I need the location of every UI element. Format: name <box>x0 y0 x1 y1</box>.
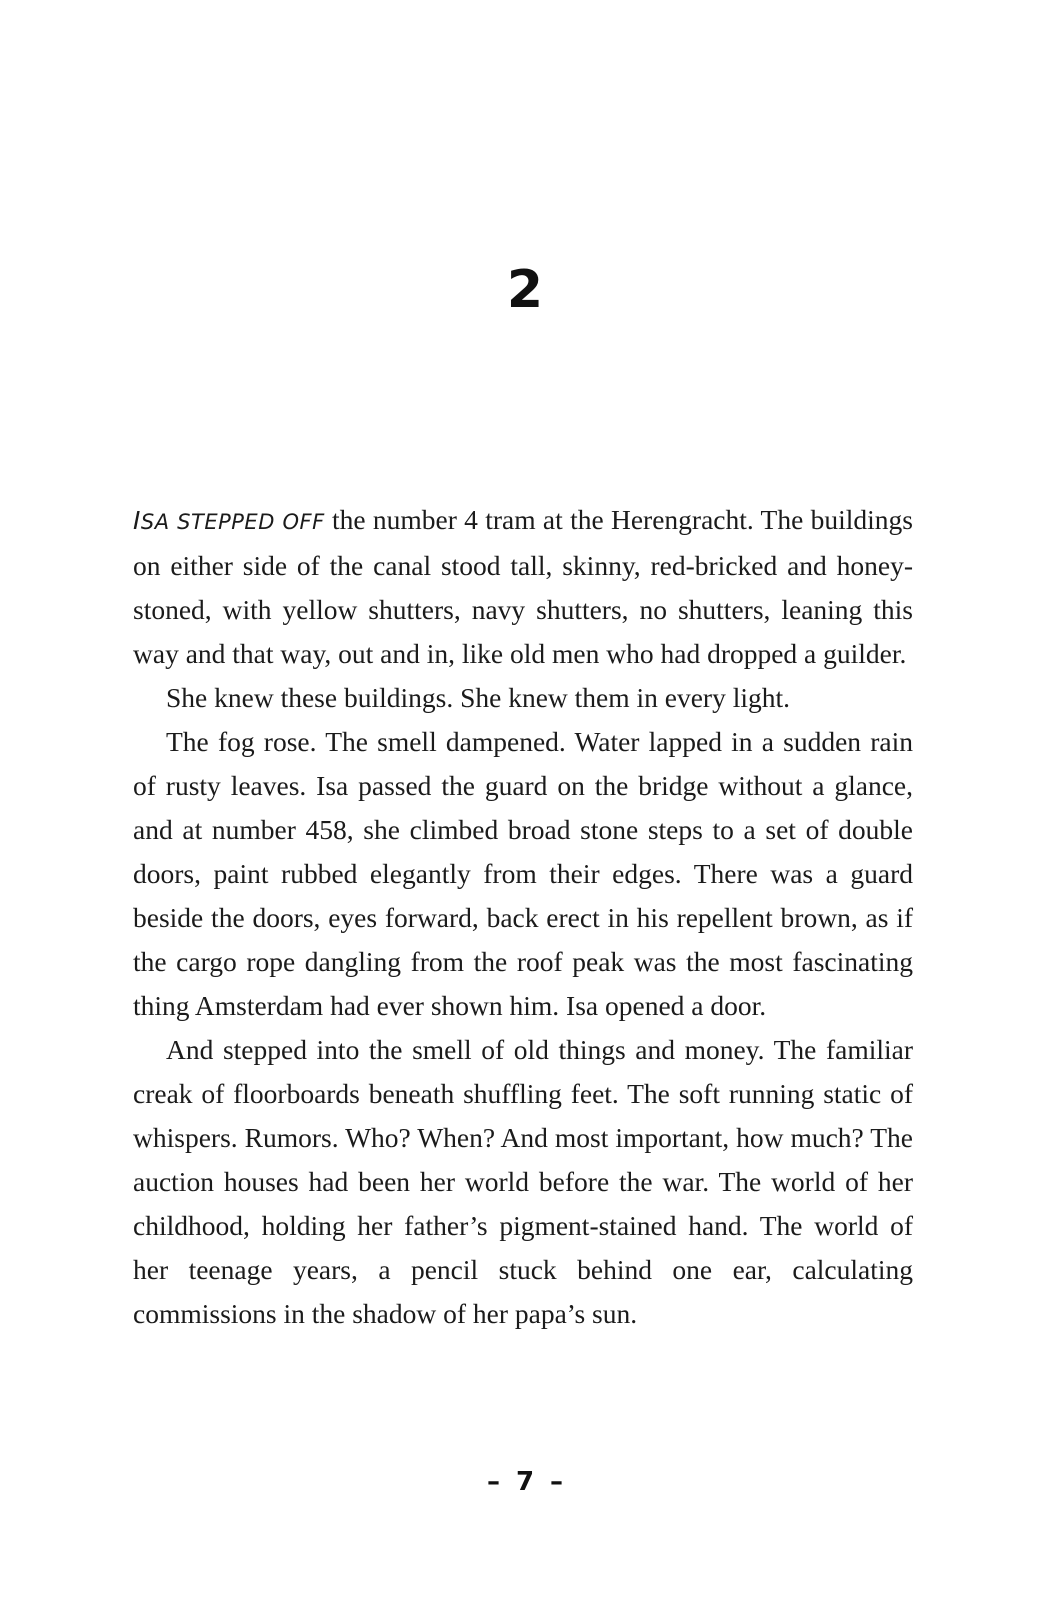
opening-paragraph-text: the number 4 tram at the Herengracht. The buildings on either side of the canal stood tall, skinny, red-bricked and honey-stoned, with yellow shutters, navy shutters, no shutters, leaning this way and that way, out and in, like old men who had dropped a guilder. <box>133 504 913 669</box>
folio-left-dash: – <box>486 1467 500 1497</box>
lead-in-initial: I <box>133 506 141 535</box>
page-number-footer <box>0 1464 1050 1500</box>
page-number: 7 <box>515 1467 535 1497</box>
chapter-number: 2 <box>506 260 544 320</box>
lead-in-small-caps <box>133 506 325 535</box>
paragraph: And stepped into the smell of old things and money. The familiar creak of floorboards beneath shuffling feet. The soft running static of whispers. Rumors. Who? When? And most important, how much? The auction houses had been her world before the war. The world of her childhood, holding her father’s pigment-stained hand. The world of her teenage years, a pencil stuck behind one ear, calculating commissions in the shadow of her papa’s sun. <box>133 1034 913 1329</box>
lead-in-text: SA STEPPED OFF <box>140 510 325 534</box>
opening-paragraph <box>133 498 913 676</box>
chapter-body <box>133 498 913 1336</box>
paragraph: She knew these buildings. She knew them in every light. <box>166 682 791 713</box>
paragraph: The fog rose. The smell dampened. Water lapped in a sudden rain of rusty leaves. Isa passed the guard on the bridge without a glance, and at number 458, she climbed broad stone steps to a set of double doors, paint rubbed elegantly from their edges. There was a guard beside the doors, eyes forward, back erect in his repellent brown, as if the cargo rope dangling from the roof peak was the most fascinating thing Amsterdam had ever shown him. Isa opened a door. <box>133 726 913 1021</box>
folio-right-dash: – <box>550 1467 564 1497</box>
